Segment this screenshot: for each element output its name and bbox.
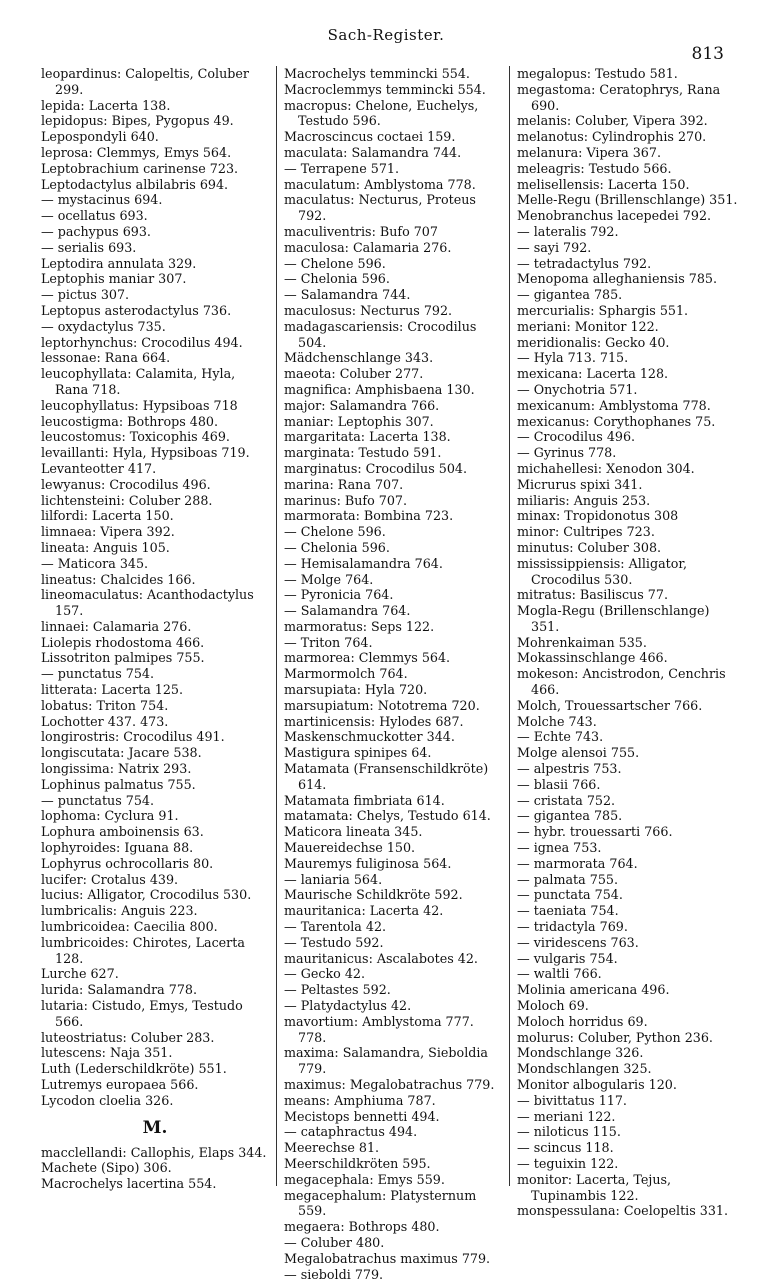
index-entry: mauritanicus: Ascalabotes 42. — [284, 950, 478, 966]
index-entry: — scincus 118. — [517, 1140, 614, 1156]
index-entry: mitratus: Basiliscus 77. — [517, 587, 668, 603]
index-entry: lucifer: Crotalus 439. — [41, 871, 179, 887]
index-entry: maniar: Leptophis 307. — [284, 413, 434, 429]
index-entry: maculosus: Necturus 792. — [284, 302, 453, 318]
index-entry: lichtensteini: Coluber 288. — [41, 492, 213, 508]
index-entry: lobatus: Triton 754. — [41, 697, 169, 713]
index-entry: lumbricalis: Anguis 223. — [41, 903, 198, 919]
index-entry: Maurische Schildkröte 592. — [284, 887, 463, 903]
index-entry: — mystacinus 694. — [41, 192, 163, 208]
index-entry: megaera: Bothrops 480. — [284, 1219, 440, 1235]
index-entry: — punctatus 754. — [41, 792, 155, 808]
index-list-2 — [284, 66, 502, 1282]
index-entry: minor: Cultripes 723. — [517, 524, 655, 540]
index-entry: lophoma: Cyclura 91. — [41, 808, 179, 824]
index-entry: — sayi 792. — [517, 239, 592, 255]
index-entry: mexicanum: Amblystoma 778. — [517, 397, 711, 413]
index-entry: Melle-Regu (Brillenschlange) 351. — [517, 192, 738, 208]
index-entry: marmorata: Bombina 723. — [284, 508, 454, 524]
index-entry: longirostris: Crocodilus 491. — [41, 729, 225, 745]
index-entry: Meerschildkröten 595. — [284, 1155, 431, 1171]
index-entry: marinus: Bufo 707. — [284, 492, 407, 508]
index-entry: — Peltastes 592. — [284, 982, 391, 998]
index-entry: Leptodira annulata 329. — [41, 255, 197, 271]
index-entry: leopardinus: Calopeltis, Coluber 299. — [41, 66, 249, 97]
index-entry: marmorea: Clemmys 564. — [284, 650, 451, 666]
index-entry: — Echte 743. — [517, 729, 604, 745]
index-entry: levaillanti: Hyla, Hypsiboas 719. — [41, 445, 250, 461]
index-entry: leptorhynchus: Crocodilus 494. — [41, 334, 243, 350]
index-entry: — cataphractus 494. — [284, 1124, 418, 1140]
index-entry: monitor: Lacerta, Tejus, Tupinambis 122. — [517, 1171, 672, 1203]
index-entry: Mondschlange 326. — [517, 1045, 644, 1061]
index-entry: — Chelone 596. — [284, 524, 386, 540]
index-entry: maculiventris: Bufo 707 — [284, 223, 438, 239]
index-entry: marginatus: Crocodilus 504. — [284, 460, 468, 476]
index-entry: — Chelone 596. — [284, 255, 386, 271]
index-entry: megastoma: Ceratophrys, Rana 690. — [517, 81, 721, 113]
index-entry: Menopoma alleghaniensis 785. — [517, 271, 718, 287]
index-entry: — Chelonia 596. — [284, 539, 390, 555]
index-column-1 — [34, 66, 277, 1192]
index-entry: lineata: Anguis 105. — [41, 539, 170, 555]
index-entry: marina: Rana 707. — [284, 476, 404, 492]
index-entry: Lochotter 437. 473. — [41, 713, 169, 729]
index-entry: Mohrenkaiman 535. — [517, 634, 647, 650]
index-entry: — Platydactylus 42. — [284, 998, 412, 1014]
index-entry: — Coluber 480. — [284, 1234, 385, 1250]
index-entry: Mauereidechse 150. — [284, 840, 416, 856]
index-entry: — Salamandra 744. — [284, 287, 411, 303]
index-entry: Lycodon cloelia 326. — [41, 1092, 174, 1108]
index-entry: Megalobatrachus maximus 779. — [284, 1250, 491, 1266]
index-entry: — Molge 764. — [284, 571, 374, 587]
index-entry: — viridescens 763. — [517, 934, 639, 950]
index-entry: melanotus: Cylindrophis 270. — [517, 129, 707, 145]
index-entry: longiscutata: Jacare 538. — [41, 745, 202, 761]
index-entry: Molch, Trouessartscher 766. — [517, 697, 703, 713]
index-entry: — laniaria 564. — [284, 871, 383, 887]
index-entry: maximus: Megalobatrachus 779. — [284, 1077, 495, 1092]
index-entry: meriani: Monitor 122. — [517, 318, 659, 334]
index-entry: — lateralis 792. — [517, 223, 619, 239]
index-entry: — Gecko 42. — [284, 966, 366, 982]
index-entry: — vulgaris 754. — [517, 950, 618, 966]
index-entry: lepidopus: Bipes, Pygopus 49. — [41, 113, 234, 129]
index-entry: — Hemisalamandra 764. — [284, 555, 443, 571]
index-entry: margaritata: Lacerta 138. — [284, 429, 451, 445]
index-entry: melanis: Coluber, Vipera 392. — [517, 113, 708, 129]
index-entry: — teguixin 122. — [517, 1155, 619, 1171]
index-entry: — taeniata 754. — [517, 903, 619, 919]
index-list-1 — [41, 66, 269, 1109]
index-entry: lineomaculatus: Acanthodactylus 157. — [41, 587, 254, 619]
index-entry: — gigantea 785. — [517, 287, 623, 303]
index-entry: — Tarentola 42. — [284, 919, 387, 935]
page-number: 813 — [691, 44, 724, 64]
index-entry: macclellandi: Callophis, Elaps 344. — [41, 1144, 267, 1160]
index-entry: Mauremys fuliginosa 564. — [284, 855, 452, 871]
index-entry: Moloch horridus 69. — [517, 1013, 648, 1029]
index-entry: Matamata fimbriata 614. — [284, 792, 445, 808]
index-entry: — meriani 122. — [517, 1108, 616, 1124]
index-entry: monspessulana: Coelopeltis 331. — [517, 1203, 729, 1219]
index-entry: lepida: Lacerta 138. — [41, 97, 171, 113]
index-entry: — Maticora 345. — [41, 555, 149, 571]
index-entry: lumbricoides: Chirotes, Lacerta 128. — [41, 934, 245, 966]
index-entry: Maticora lineata 345. — [284, 824, 423, 840]
index-entry: Macrochelys lacertina 554. — [41, 1176, 217, 1192]
index-entry: Mokassinschlange 466. — [517, 650, 668, 666]
index-entry: macropus: Chelone, Euchelys, Testudo 596. — [284, 97, 479, 129]
index-column-3 — [510, 66, 748, 1219]
index-entry: lutescens: Naja 351. — [41, 1045, 173, 1061]
index-entry: — Triton 764. — [284, 634, 373, 650]
index-entry: — tetradactylus 792. — [517, 255, 652, 271]
index-entry: — pachypus 693. — [41, 223, 151, 239]
index-entry: marmoratus: Seps 122. — [284, 618, 435, 634]
index-entry: meleagris: Testudo 566. — [517, 160, 672, 176]
index-entry: matamata: Chelys, Testudo 614. — [284, 808, 491, 824]
index-entry: Mastigura spinipes 64. — [284, 745, 432, 761]
index-entry: Menobranchus lacepedei 792. — [517, 208, 712, 224]
index-entry: mercurialis: Sphargis 551. — [517, 302, 689, 318]
index-entry: maxima: Salamandra, Sieboldia 779. — [284, 1045, 488, 1077]
index-entry: marsupiata: Hyla 720. — [284, 682, 428, 698]
index-entry: megacephalum: Platysternum 559. — [284, 1187, 477, 1219]
index-entry: leucophyllatus: Hypsiboas 718 — [41, 397, 238, 413]
index-entry: — bivittatus 117. — [517, 1092, 627, 1108]
index-entry: — tridactyla 769. — [517, 919, 628, 935]
index-list-3 — [517, 66, 741, 1219]
index-entry: marsupiatum: Nototrema 720. — [284, 697, 480, 713]
index-entry: magnifica: Amphisbaena 130. — [284, 381, 475, 397]
index-entry: — waltli 766. — [517, 966, 602, 982]
index-entry: Luth (Lederschildkröte) 551. — [41, 1061, 227, 1077]
index-entry: — sieboldi 779. — [284, 1266, 384, 1282]
index-entry: — Gyrinus 778. — [517, 445, 617, 461]
index-entry: martinicensis: Hylodes 687. — [284, 713, 464, 729]
index-entry: lurida: Salamandra 778. — [41, 982, 198, 998]
index-entry: — punctatus 754. — [41, 666, 155, 682]
index-entry: Mogla-Regu (Brillenschlange) 351. — [517, 603, 710, 634]
index-entry: leucophyllata: Calamita, Hyla, Rana 718. — [41, 366, 236, 397]
index-entry: Levanteotter 417. — [41, 460, 157, 476]
index-entry: — blasii 766. — [517, 776, 601, 792]
index-entry: Lutremys europaea 566. — [41, 1077, 199, 1092]
index-entry: mexicanus: Corythophanes 75. — [517, 413, 716, 429]
running-head: Sach-Register. — [327, 26, 445, 44]
index-entry: — niloticus 115. — [517, 1124, 621, 1140]
index-entry: Monitor albogularis 120. — [517, 1077, 677, 1092]
index-entry: meridionalis: Gecko 40. — [517, 334, 670, 350]
index-entry: maculatus: Necturus, Proteus 792. — [284, 192, 476, 224]
index-entry: Lissotriton palmipes 755. — [41, 650, 205, 666]
index-entry: marginata: Testudo 591. — [284, 445, 442, 461]
index-entry: — Hyla 713. 715. — [517, 350, 629, 366]
index-entry: — marmorata 764. — [517, 855, 638, 871]
index-entry: miliaris: Anguis 253. — [517, 492, 651, 508]
index-entry: — ocellatus 693. — [41, 208, 148, 224]
index-entry: maculosa: Calamaria 276. — [284, 239, 452, 255]
section-letter: M. — [142, 1117, 168, 1138]
index-entry: Leptodactylus albilabris 694. — [41, 176, 229, 192]
index-entry: Leptopus asterodactylus 736. — [41, 302, 232, 318]
index-entry: megalopus: Testudo 581. — [517, 66, 678, 81]
index-entry: litterata: Lacerta 125. — [41, 682, 184, 698]
index-entry: lutaria: Cistudo, Emys, Testudo 566. — [41, 998, 243, 1029]
index-entry: — serialis 693. — [41, 239, 137, 255]
index-entry: — ignea 753. — [517, 840, 602, 856]
index-entry: — Salamandra 764. — [284, 603, 411, 619]
index-entry: Maskenschmuckotter 344. — [284, 729, 455, 745]
index-entry: Mondschlangen 325. — [517, 1061, 652, 1077]
index-entry: michahellesi: Xenodon 304. — [517, 460, 695, 476]
index-entry: — pictus 307. — [41, 287, 130, 303]
index-entry: luteostriatus: Coluber 283. — [41, 1029, 215, 1045]
index-entry: maeota: Coluber 277. — [284, 366, 424, 382]
index-entry: maculata: Salamandra 744. — [284, 144, 462, 160]
index-entry: Lophinus palmatus 755. — [41, 776, 196, 792]
index-entry: Lurche 627. — [41, 966, 119, 982]
index-entry: — palmata 755. — [517, 871, 619, 887]
index-entry: linnaei: Calamaria 276. — [41, 618, 192, 634]
index-entry: melanura: Vipera 367. — [517, 144, 661, 160]
index-entry: — Testudo 592. — [284, 934, 384, 950]
index-entry: major: Salamandra 766. — [284, 397, 440, 413]
index-entry: maculatum: Amblystoma 778. — [284, 176, 476, 192]
index-entry: — cristata 752. — [517, 792, 616, 808]
index-entry: Lophura amboinensis 63. — [41, 824, 204, 840]
index-entry: — alpestris 753. — [517, 761, 622, 777]
index-entry: mavortium: Amblystoma 777. 778. — [284, 1013, 474, 1045]
index-entry: Lepospondyli 640. — [41, 129, 159, 145]
index-entry: lewyanus: Crocodilus 496. — [41, 476, 211, 492]
index-entry: — Crocodilus 496. — [517, 429, 636, 445]
index-entry: leprosa: Clemmys, Emys 564. — [41, 144, 232, 160]
index-entry: madagascariensis: Crocodilus 504. — [284, 318, 477, 350]
index-entry: Leptobrachium carinense 723. — [41, 160, 239, 176]
index-entry: minutus: Coluber 308. — [517, 539, 662, 555]
index-entry: — Onychotria 571. — [517, 381, 638, 397]
index-column-2 — [277, 66, 510, 1282]
index-entry: Lophyrus ochrocollaris 80. — [41, 855, 214, 871]
index-entry: melisellensis: Lacerta 150. — [517, 176, 690, 192]
index-entry: lessonae: Rana 664. — [41, 350, 171, 366]
index-entry: Marmormolch 764. — [284, 666, 408, 682]
index-entry: Mädchenschlange 343. — [284, 350, 434, 366]
index-entry: means: Amphiuma 787. — [284, 1092, 436, 1108]
index-entry: Mecistops bennetti 494. — [284, 1108, 440, 1124]
index-entry: Macroscincus coctaei 159. — [284, 129, 456, 145]
index-entry: lineatus: Chalcides 166. — [41, 571, 196, 587]
index-entry: leucostigma: Bothrops 480. — [41, 413, 219, 429]
index-entry: mokeson: Ancistrodon, Cenchris 466. — [517, 666, 726, 698]
index-entry: minax: Tropidonotus 308 — [517, 508, 679, 524]
index-entry: lilfordi: Lacerta 150. — [41, 508, 174, 524]
index-entry: Macroclemmys temmincki 554. — [284, 81, 486, 97]
index-entry: Molche 743. — [517, 713, 597, 729]
index-entry: Molge alensoi 755. — [517, 745, 640, 761]
index-entry: — gigantea 785. — [517, 808, 623, 824]
index-entry: Molinia americana 496. — [517, 982, 670, 998]
index-entry: — oxydactylus 735. — [41, 318, 166, 334]
index-entry: Meerechse 81. — [284, 1140, 380, 1156]
index-entry: Leptophis maniar 307. — [41, 271, 187, 287]
index-entry: leucostomus: Toxicophis 469. — [41, 429, 230, 445]
index-entry: longissima: Natrix 293. — [41, 761, 192, 777]
index-entry: — Terrapene 571. — [284, 160, 399, 176]
index-entry: megacephala: Emys 559. — [284, 1171, 445, 1187]
index-entry: Macrochelys temmincki 554. — [284, 66, 470, 81]
index-entry: lophyroides: Iguana 88. — [41, 840, 194, 856]
index-entry: Matamata (Fransenschildkröte) 614. — [284, 761, 489, 792]
index-entry: — Chelonia 596. — [284, 271, 390, 287]
index-entry: limnaea: Vipera 392. — [41, 524, 175, 540]
index-entry: — punctata 754. — [517, 887, 623, 903]
index-entry: molurus: Coluber, Python 236. — [517, 1029, 713, 1045]
index-entry: lucius: Alligator, Crocodilus 530. — [41, 887, 252, 903]
index-entry: mexicana: Lacerta 128. — [517, 366, 669, 382]
index-entry: Moloch 69. — [517, 998, 589, 1014]
index-columns — [34, 66, 748, 1282]
index-entry: Machete (Sipo) 306. — [41, 1160, 172, 1176]
index-list-1-after — [41, 1145, 269, 1192]
index-entry: mississippiensis: Alligator, Crocodilus 530. — [517, 555, 688, 587]
index-entry: Micrurus spixi 341. — [517, 476, 643, 492]
index-entry: lumbricoidea: Caecilia 800. — [41, 919, 218, 935]
index-entry: — Pyronicia 764. — [284, 587, 394, 603]
index-entry: Liolepis rhodostoma 466. — [41, 634, 205, 650]
index-entry: — hybr. trouessarti 766. — [517, 824, 673, 840]
index-entry: mauritanica: Lacerta 42. — [284, 903, 444, 919]
